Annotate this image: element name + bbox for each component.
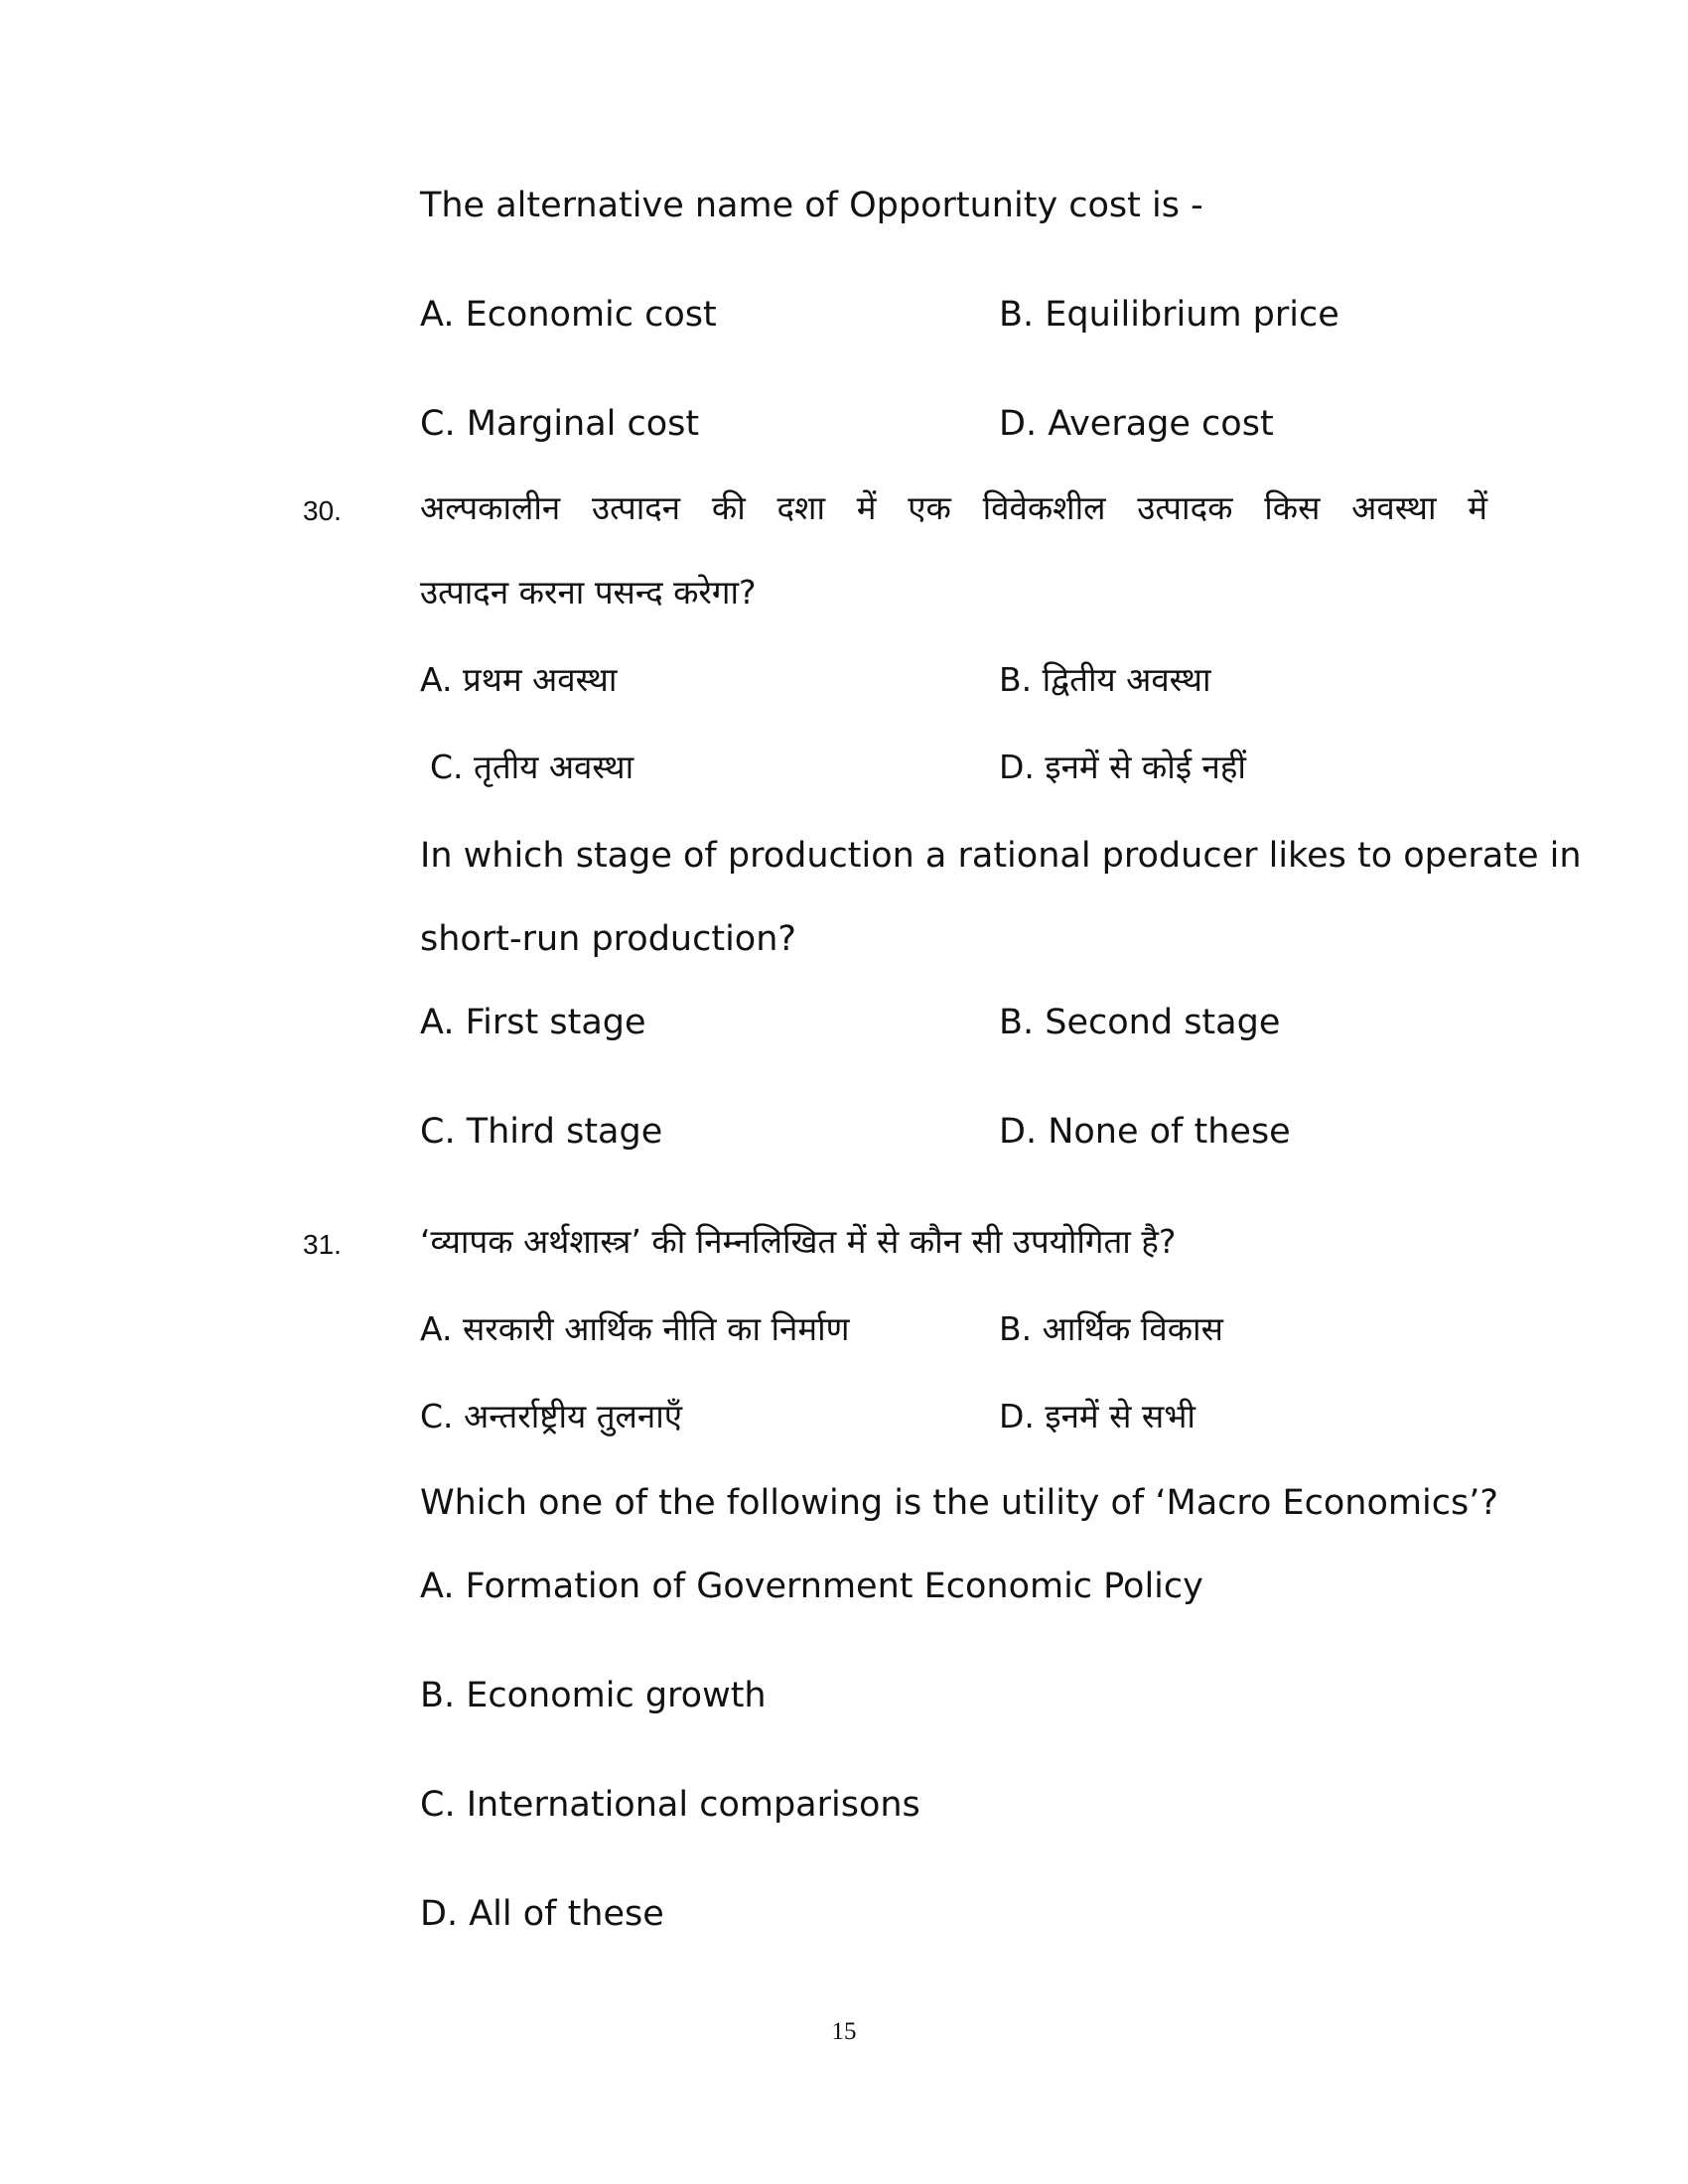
q30-option-hi-a: A. प्रथम अवस्था xyxy=(420,660,618,699)
q30-option-hi-c: C. तृतीय अवस्था xyxy=(430,748,634,786)
q31-option-en-b: B. Economic growth xyxy=(420,1676,767,1715)
q29-option-a: A. Economic cost xyxy=(420,295,717,335)
q30-number: 30. xyxy=(303,495,342,526)
q29-option-b: B. Equilibrium price xyxy=(999,295,1339,335)
q31-option-en-c: C. International comparisons xyxy=(420,1785,920,1825)
q30-option-hi-b: B. द्वितीय अवस्था xyxy=(999,660,1211,699)
q31-option-en-d: D. All of these xyxy=(420,1894,664,1934)
q30-option-hi-d: D. इनमें से कोई नहीं xyxy=(999,748,1246,786)
q30-option-en-b: B. Second stage xyxy=(999,1003,1281,1042)
q29-option-d: D. Average cost xyxy=(999,404,1274,444)
q31-option-en-a: A. Formation of Government Economic Policy xyxy=(420,1567,1203,1606)
q30-question-hi-line1: अल्पकालीन उत्पादन की दशा में एक विवेकशील उत्पादक किस अवस्था में xyxy=(420,488,1487,527)
q31-number: 31. xyxy=(303,1229,342,1260)
q30-question-en-line1: In which stage of production a rational producer likes to operate in xyxy=(420,836,1582,876)
q30-option-en-d: D. None of these xyxy=(999,1112,1291,1152)
q31-option-hi-d: D. इनमें से सभी xyxy=(999,1397,1196,1435)
q30-question-en-line2: short-run production? xyxy=(420,919,796,959)
q29-question-en: The alternative name of Opportunity cost is - xyxy=(420,186,1203,225)
q30-option-en-a: A. First stage xyxy=(420,1003,646,1042)
q31-question-en: Which one of the following is the utility of ‘Macro Economics’? xyxy=(420,1483,1498,1523)
q31-question-hi: ‘व्यापक अर्थशास्त्र’ की निम्नलिखित में से कौन सी उपयोगिता है? xyxy=(420,1222,1177,1261)
q31-option-hi-b: B. आर्थिक विकास xyxy=(999,1309,1223,1348)
page-number: 15 xyxy=(831,2018,857,2045)
q29-option-c: C. Marginal cost xyxy=(420,404,700,444)
q31-option-hi-a: A. सरकारी आर्थिक नीति का निर्माण xyxy=(420,1309,850,1348)
q30-option-en-c: C. Third stage xyxy=(420,1112,663,1152)
q30-question-hi-line2: उत्पादन करना पसन्द करेगा? xyxy=(420,573,757,612)
q31-option-hi-c: C. अन्तर्राष्ट्रीय तुलनाएँ xyxy=(420,1397,682,1435)
